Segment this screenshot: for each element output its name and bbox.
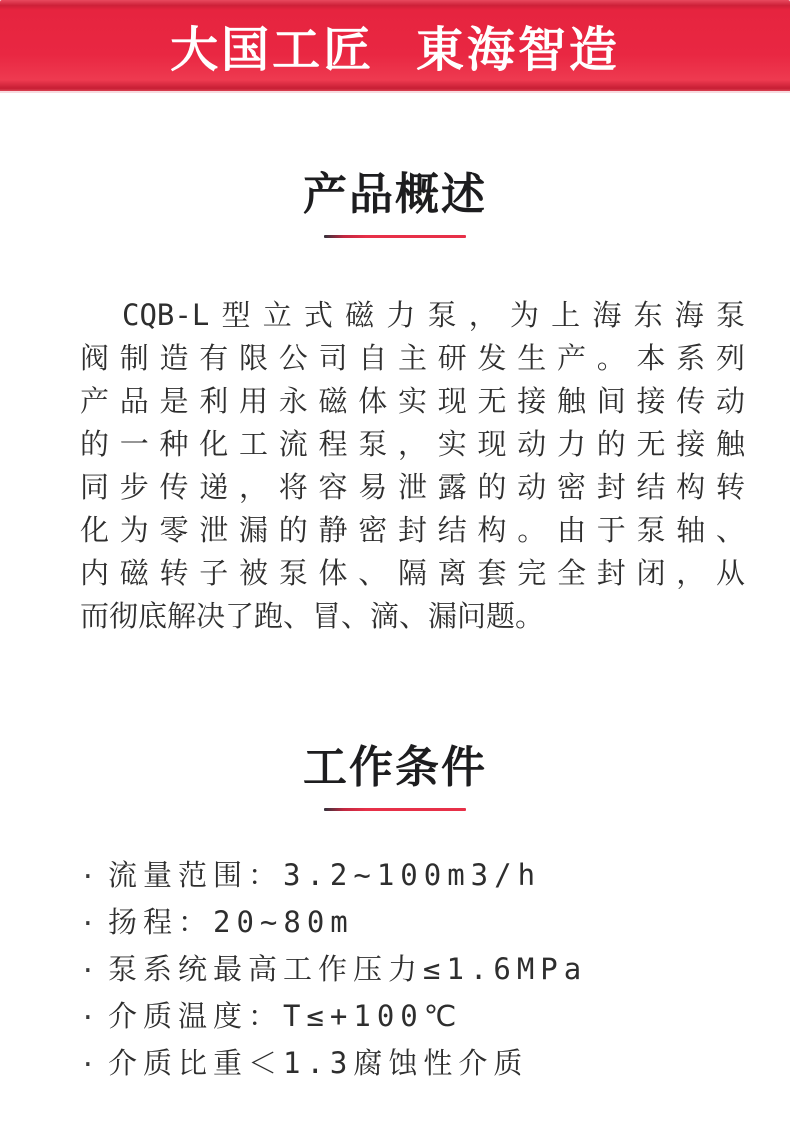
condition-text: 流量范围：3.2~100m3/h — [108, 858, 542, 892]
condition-text: 泵系统最高工作压力≤1.6MPa — [108, 952, 588, 986]
overview-paragraph — [0, 294, 790, 638]
brand-banner-title: 大国工匠 東海智造 — [170, 22, 620, 78]
condition-text: 介质温度：T≤+100℃ — [108, 999, 463, 1033]
bullet-icon: · — [80, 1050, 96, 1080]
overview-heading-underline — [324, 235, 466, 238]
list-item — [80, 994, 760, 1041]
bullet-icon: · — [80, 862, 96, 892]
overview-paragraph-line: 产品是利用永磁体实现无接触间接传动 — [80, 384, 745, 418]
overview-paragraph-line: 化为零泄漏的静密封结构。由于泵轴、 — [80, 513, 745, 547]
bullet-icon: · — [80, 909, 96, 939]
working-conditions-heading: 工作条件 — [303, 742, 487, 793]
list-item — [80, 853, 760, 900]
section-product-overview — [0, 171, 790, 638]
overview-paragraph-line: 而彻底解决了跑、冒、滴、漏问题。 — [80, 599, 545, 633]
list-item — [80, 1041, 760, 1088]
overview-heading: 产品概述 — [303, 169, 487, 220]
list-item — [80, 900, 760, 947]
brand-banner — [0, 0, 790, 91]
overview-paragraph-line: 的一种化工流程泵，实现动力的无接触 — [80, 427, 745, 461]
list-item — [80, 947, 760, 994]
condition-text: 介质比重＜1.3腐蚀性介质 — [108, 1046, 529, 1080]
overview-paragraph-line: 阀制造有限公司自主研发生产。本系列 — [80, 341, 745, 375]
working-conditions-heading-underline — [324, 808, 466, 811]
overview-paragraph-line: CQB-L型立式磁力泵，为上海东海泵 — [122, 298, 745, 332]
working-conditions-list — [0, 853, 790, 1088]
section-working-conditions — [0, 744, 790, 1088]
bullet-icon: · — [80, 1003, 96, 1033]
condition-text: 扬程：20~80m — [108, 905, 354, 939]
overview-paragraph-line: 内磁转子被泵体、隔离套完全封闭，从 — [80, 556, 745, 590]
bullet-icon: · — [80, 956, 96, 986]
overview-paragraph-line: 同步传递，将容易泄露的动密封结构转 — [80, 470, 745, 504]
